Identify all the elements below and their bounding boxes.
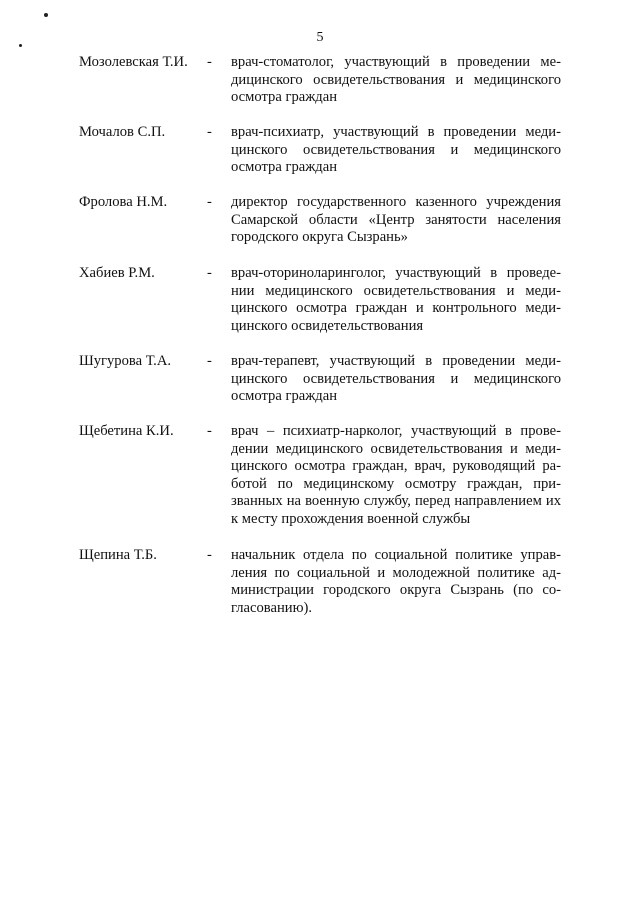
person-role: врач – психиатр-нарколог, участвующий в проведении медицинского освидетельствования и медицинского осмотра граждан, врач, руководящий работой по медицинскому осмотру граждан, призванных на военную службу, перед направлением их к месту прохождения военной службы bbox=[231, 423, 561, 527]
person-name: Мочалов С.П. bbox=[79, 124, 166, 140]
person-role: врач-психиатр, участвующий в проведении медицинского освидетельствования и медицинского осмотра граждан bbox=[231, 124, 561, 176]
person-role: начальник отдела по социальной политике управления по социальной и молодежной политике администрации городского округа Сызрань (по согласованию). bbox=[231, 547, 561, 616]
separator-dash: - bbox=[207, 353, 212, 369]
separator-dash: - bbox=[207, 423, 212, 439]
separator-dash: - bbox=[207, 124, 212, 140]
person-name: Мозолевская Т.И. bbox=[79, 54, 188, 70]
separator-dash: - bbox=[207, 265, 212, 281]
person-role: врач-оториноларинголог, участвующий в проведении медицинского освидетельствования и медицинского осмотра граждан и контрольного медицинского освидетельствования bbox=[231, 265, 561, 334]
person-name: Шугурова Т.А. bbox=[79, 353, 172, 369]
person-name: Щебетина К.И. bbox=[79, 423, 174, 439]
person-name: Фролова Н.М. bbox=[79, 194, 168, 210]
person-name: Щепина Т.Б. bbox=[79, 547, 157, 563]
scan-speck bbox=[44, 13, 48, 17]
person-role: врач-терапевт, участвующий в проведении медицинского освидетельствования и медицинского осмотра граждан bbox=[231, 353, 561, 405]
separator-dash: - bbox=[207, 54, 212, 70]
separator-dash: - bbox=[207, 547, 212, 563]
separator-dash: - bbox=[207, 194, 212, 210]
person-role: директор государственного казенного учреждения Самарской области «Центр занятости населения городского округа Сызрань» bbox=[231, 194, 561, 246]
person-name: Хабиев Р.М. bbox=[79, 265, 155, 281]
page-number: 5 bbox=[316, 30, 324, 45]
person-role: врач-стоматолог, участвующий в проведении медицинского освидетельствования и медицинского осмотра граждан bbox=[231, 54, 561, 106]
